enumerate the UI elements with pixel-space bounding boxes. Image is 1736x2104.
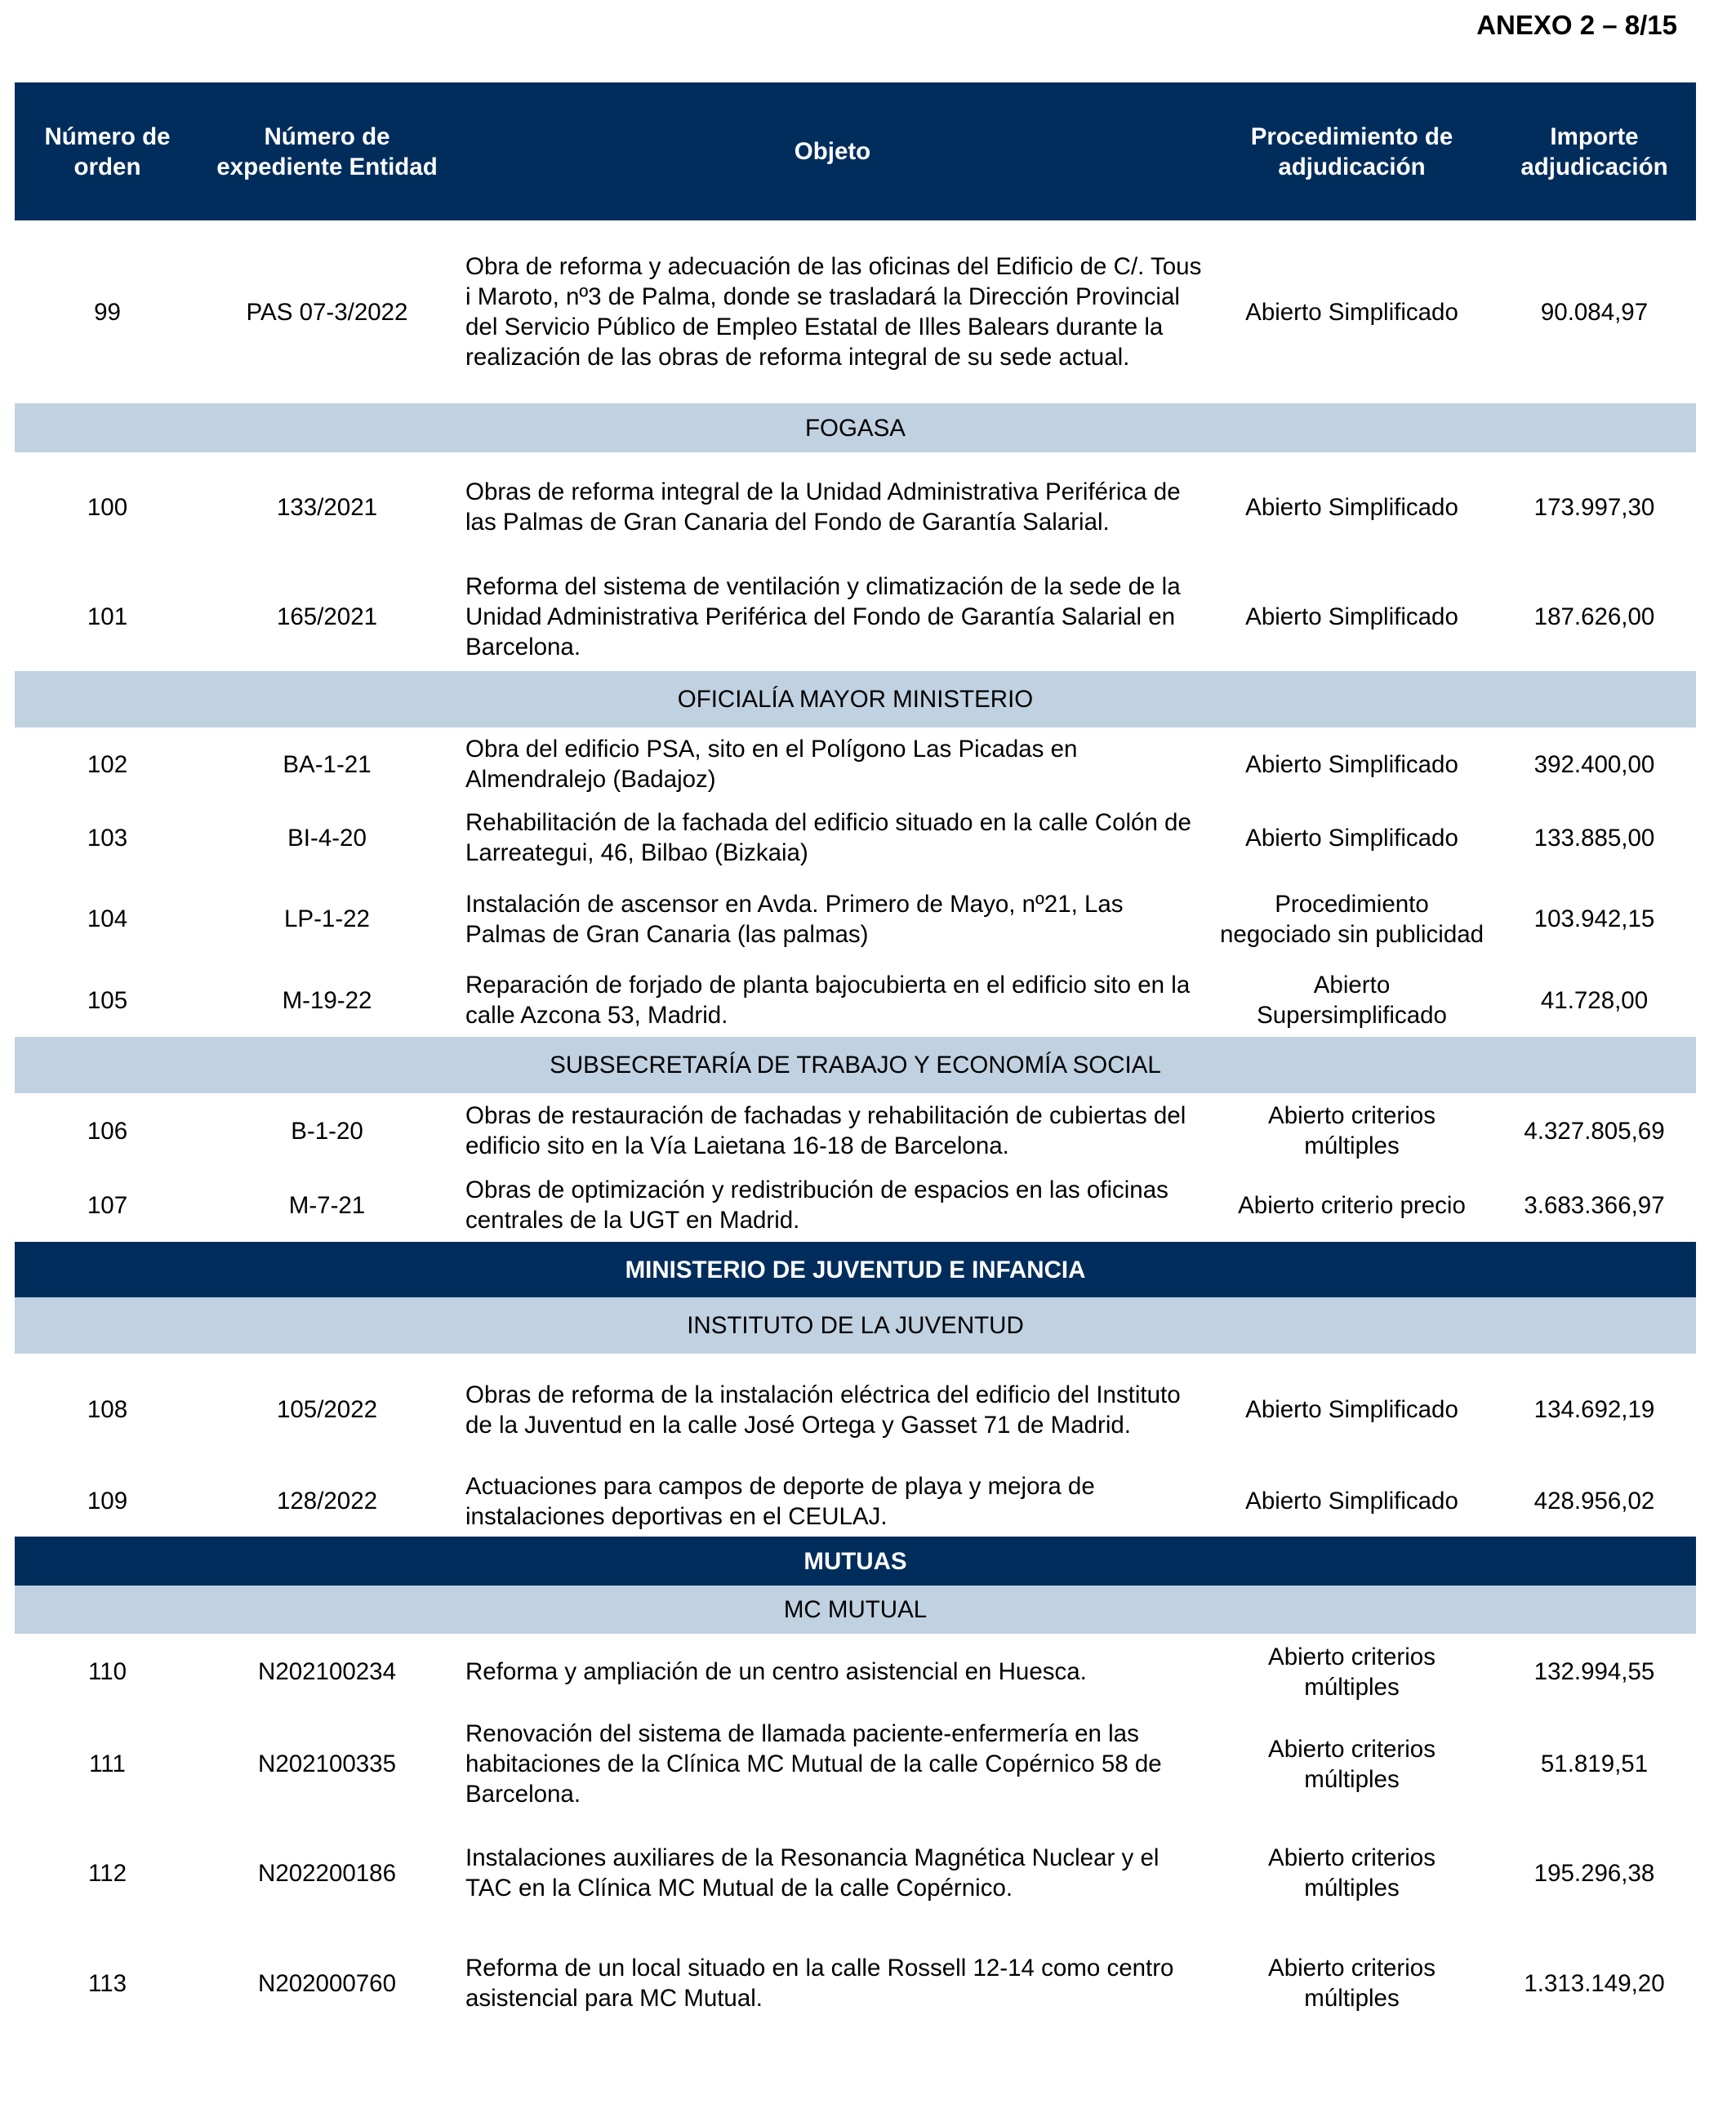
order-number-cell: 107 [87,1191,128,1219]
order-number-cell: 105 [87,986,128,1014]
file-number-cell: BI-4-20 [287,824,367,852]
order-number-cell: 103 [87,824,128,852]
header-numero-orden: Número de orden [15,82,200,220]
object-cell: Obra del edificio PSA, sito en el Polígono Las Picadas en Almendralejo (Badajoz) [465,736,1078,793]
order-number-cell: 104 [87,905,128,932]
order-number-cell: 109 [87,1488,128,1515]
table-header-row [15,82,1696,220]
table-row [15,727,1696,801]
header-importe: Importe adjudicación [1493,82,1696,220]
order-number-cell: 113 [87,1969,127,1997]
file-number-cell: B-1-20 [291,1117,363,1145]
amount-cell: 103.942,15 [1533,905,1655,932]
table-row [15,801,1696,874]
order-number-cell: 106 [87,1117,128,1145]
order-number-cell: 110 [87,1658,127,1685]
amount-cell: 1.313.149,20 [1524,1969,1665,1997]
object-cell: Instalaciones auxiliares de la Resonancia Magnética Nuclear y el TAC en la Clínica MC Mutual de la calle Copérnico. [465,1844,1160,1902]
entity-section-row [15,403,1696,452]
header-numero-expediente: Número de expediente Entidad [200,82,454,220]
table-row [15,874,1696,963]
entity-section-row [15,1037,1696,1093]
table-row [15,1634,1696,1710]
table-row [15,1093,1696,1168]
amount-cell: 41.728,00 [1540,986,1649,1014]
object-cell: Rehabilitación de la fachada del edificio situado en la calle Colón de Larreategui, 46, Bilbao (Bizkaia) [465,809,1191,866]
entity-section-row [15,1586,1696,1634]
procedure-cell: Abierto Simplificado [1245,298,1458,326]
file-number-cell: M-7-21 [288,1191,366,1219]
order-number-cell: 112 [87,1859,127,1887]
table-row [15,963,1696,1037]
file-number-cell: N202100234 [258,1658,396,1685]
order-number-cell: 99 [94,298,121,326]
object-cell: Reforma de un local situado en la calle Rossell 12-14 como centro asistencial para MC Mutual. [465,1955,1174,2012]
entity-section-row [15,671,1696,727]
table-row [15,1928,1696,2039]
object-cell: Reforma del sistema de ventilación y climatización de la sede de la Unidad Administrativa Periférica del Fondo de Garantía Salarial en Barcelona. [465,572,1181,661]
object-cell: Reforma y ampliación de un centro asistencial en Huesca. [465,1658,1087,1685]
procedure-cell: Abierto criterio precio [1238,1191,1466,1219]
entity-label: OFICIALÍA MAYOR MINISTERIO [15,671,1696,727]
amount-cell: 195.296,38 [1533,1859,1655,1887]
entity-label: INSTITUTO DE LA JUVENTUD [15,1297,1696,1354]
file-number-cell: LP-1-22 [284,905,370,932]
ministry-header-row [15,1537,1696,1586]
object-cell: Renovación del sistema de llamada paciente-enfermería en las habitaciones de la Clínica MC Mutual de la calle Copérnico 58 de Barcelona. [465,1720,1162,1808]
ministry-label: MINISTERIO DE JUVENTUD E INFANCIA [15,1242,1696,1297]
entity-section-row [15,1297,1696,1354]
amount-cell: 3.683.366,97 [1524,1191,1665,1219]
object-cell: Obra de reforma y adecuación de las oficinas del Edificio de C/. Tous i Maroto, nº3 de Palma, donde se trasladará la Dirección Provincial del Servicio Público de Empleo Estatal de Illes Balears durante la realización de las obras de reforma integral de su sede actual. [465,253,1202,371]
procedure-cell: Abierto criterios múltiples [1268,1102,1436,1159]
file-number-cell: 133/2021 [276,493,378,521]
procedure-cell: Abierto Simplificado [1245,1488,1458,1515]
header-objeto: Objeto [454,82,1211,220]
amount-cell: 134.692,19 [1533,1396,1655,1423]
procedure-cell: Abierto Simplificado [1245,603,1458,630]
procedure-cell: Abierto Simplificado [1245,824,1458,852]
file-number-cell: N202100335 [258,1750,396,1777]
amount-cell: 51.819,51 [1540,1750,1649,1777]
object-cell: Obras de restauración de fachadas y rehabilitación de cubiertas del edificio sito en la Vía Laietana 16-18 de Barcelona. [465,1102,1186,1159]
file-number-cell: M-19-22 [282,986,372,1014]
order-number-cell: 100 [87,493,128,521]
amount-cell: 428.956,02 [1533,1488,1655,1515]
ministry-header-row [15,1242,1696,1297]
ministry-label: MUTUAS [15,1537,1696,1586]
table-row [15,562,1696,671]
header-procedimiento: Procedimiento de adjudicación [1211,82,1493,220]
procedure-cell: Abierto Simplificado [1245,493,1458,521]
file-number-cell: N202200186 [258,1859,396,1887]
file-number-cell: PAS 07-3/2022 [246,298,408,326]
table-row [15,452,1696,562]
table-row [15,1710,1696,1818]
procedure-cell: Abierto criterios múltiples [1268,1735,1436,1793]
file-number-cell: 165/2021 [276,603,378,630]
file-number-cell: BA-1-21 [283,750,372,778]
order-number-cell: 108 [87,1396,128,1423]
object-cell: Instalación de ascensor en Avda. Primero de Mayo, nº21, Las Palmas de Gran Canaria (las palmas) [465,890,1124,948]
amount-cell: 133.885,00 [1533,824,1655,852]
order-number-cell: 111 [89,1750,126,1777]
object-cell: Obras de optimización y redistribución de espacios en las oficinas centrales de la UGT en Madrid. [465,1177,1168,1234]
file-number-cell: 105/2022 [276,1396,378,1423]
object-cell: Obras de reforma de la instalación eléctrica del edificio del Instituto de la Juventud en la calle José Ortega y Gasset 71 de Madrid. [465,1381,1181,1439]
table-row [15,1818,1696,1928]
table-row [15,1466,1696,1537]
entity-label: MC MUTUAL [15,1586,1696,1634]
table-row [15,220,1696,403]
amount-cell: 187.626,00 [1533,603,1655,630]
order-number-cell: 102 [87,750,128,778]
procedure-cell: Abierto Supersimplificado [1257,972,1447,1029]
file-number-cell: 128/2022 [276,1488,378,1515]
entity-label: FOGASA [15,403,1696,452]
procedure-cell: Abierto criterios múltiples [1268,1844,1436,1902]
amount-cell: 4.327.805,69 [1524,1117,1665,1145]
amount-cell: 173.997,30 [1533,493,1655,521]
entity-label: SUBSECRETARÍA DE TRABAJO Y ECONOMÍA SOCIAL [15,1037,1696,1093]
procedure-cell: Abierto criterios múltiples [1268,1643,1436,1701]
procedure-cell: Abierto Simplificado [1245,1396,1458,1423]
amount-cell: 392.400,00 [1533,750,1655,778]
file-number-cell: N202000760 [258,1969,396,1997]
contracts-table [15,82,1696,2039]
object-cell: Actuaciones para campos de deporte de playa y mejora de instalaciones deportivas en el CEULAJ. [465,1472,1095,1530]
procedure-cell: Abierto Simplificado [1245,750,1458,778]
table-row [15,1168,1696,1242]
amount-cell: 90.084,97 [1540,298,1649,326]
table-row [15,1354,1696,1466]
object-cell: Obras de reforma integral de la Unidad Administrativa Periférica de las Palmas de Gran Canaria del Fondo de Garantía Salarial. [465,478,1181,536]
procedure-cell: Procedimiento negociado sin publicidad [1219,890,1485,948]
annex-page-label: ANEXO 2 – 8/15 [1476,10,1677,40]
object-cell: Reparación de forjado de planta bajocubierta en el edificio sito en la calle Azcona 53, Madrid. [465,972,1191,1029]
amount-cell: 132.994,55 [1533,1658,1655,1685]
table-body [15,220,1696,2039]
procedure-cell: Abierto criterios múltiples [1268,1955,1436,2012]
order-number-cell: 101 [87,603,128,630]
